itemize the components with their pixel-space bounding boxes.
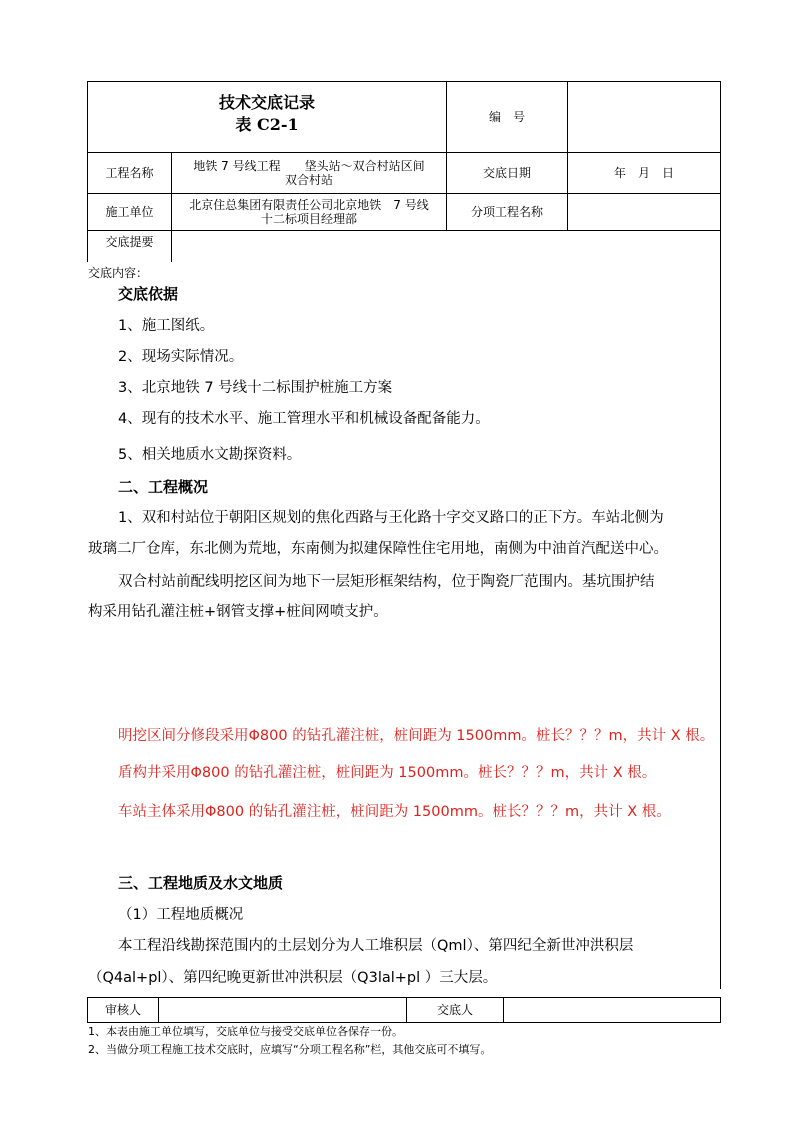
number-value[interactable]: [568, 82, 720, 152]
date-value[interactable]: 年 月 日: [613, 166, 674, 180]
presenter-value[interactable]: [504, 998, 720, 1022]
footer-note: 2、当做分项工程施工技术交底时，应填写“分项工程名称”栏，其他交底可不填写。: [88, 1043, 492, 1056]
reviewer-value[interactable]: [159, 998, 406, 1022]
content-line: 明挖区间分修段采用Φ800 的钻孔灌注桩，桩间距为 1500mm。桩长？？？m，共计 X 根。: [118, 728, 715, 744]
content-line: 车站主体采用Φ800 的钻孔灌注桩，桩间距为 1500mm。桩长？？？m，共计 X 根。: [118, 804, 671, 820]
content-line: 交底依据: [118, 285, 179, 303]
number-label: 编 号: [488, 110, 525, 124]
subproject-value[interactable]: [568, 194, 720, 230]
presenter-label: 交底人: [436, 1003, 473, 1017]
content-line: 盾构井采用Φ800 的钻孔灌注桩，桩间距为 1500mm。桩长？？？m，共计 X 根。: [118, 765, 657, 781]
project-name-line1: 地铁 7 号线工程 垡头站～双合村站区间: [193, 159, 425, 173]
content-line: （1）工程地质概况: [118, 907, 244, 923]
content-line: 1、双和村站位于朝阳区规划的焦化西路与王化路十字交叉路口的正下方。车站北侧为: [118, 510, 664, 526]
content-line: 玻璃二厂仓库，东北侧为荒地，东南侧为拟建保障性住宅用地，南侧为中油首汽配送中心。: [88, 541, 668, 557]
content-line: （Q4al+pl）、第四纪晚更新世冲洪积层（Q3lal+pl ）三大层。: [88, 970, 498, 986]
content-line: 4、现有的技术水平、施工管理水平和机械设备配备能力。: [118, 411, 490, 427]
form-title-main: 技术交底记录: [218, 93, 315, 112]
content-line: 二、工程概况: [118, 478, 209, 496]
content-line: 1、施工图纸。: [118, 318, 215, 334]
footer-note: 1、本表由施工单位填写，交底单位与接受交底单位各保存一份。: [88, 1025, 403, 1038]
reviewer-label: 审核人: [104, 1003, 141, 1017]
subproject-label: 分项工程名称: [470, 205, 543, 219]
date-label: 交底日期: [482, 166, 531, 180]
summary-label: 交底提要: [105, 235, 154, 249]
content-line: 构采用钻孔灌注桩+钢管支撑+桩间网喷支护。: [88, 604, 388, 620]
content-line: 5、相关地质水文勘探资料。: [118, 447, 302, 463]
content-line: 3、北京地铁 7 号线十二标围护桩施工方案: [118, 380, 393, 396]
content-label: 交底内容：: [88, 266, 149, 280]
content-line: 本工程沿线勘探范围内的土层划分为人工堆积层（Qml）、第四纪全新世冲洪积层: [118, 938, 634, 954]
project-name-label: 工程名称: [105, 166, 154, 180]
construction-unit-line1: 北京住总集团有限责任公司北京地铁 7 号线: [189, 198, 429, 212]
project-name-line2: 双合村站: [284, 173, 333, 187]
construction-unit-label: 施工单位: [105, 205, 154, 219]
form-title-code: 表 C2-1: [235, 115, 299, 134]
construction-unit-line2: 十二标项目经理部: [260, 212, 357, 226]
content-line: 三、工程地质及水文地质: [118, 874, 284, 892]
form-title: [88, 92, 446, 136]
construction-unit-value[interactable]: [172, 194, 446, 230]
content-line: 2、现场实际情况。: [118, 349, 244, 365]
content-line: 双合村站前配线明挖区间为地下一层矩形框架结构，位于陶瓷厂范围内。基坑围护结: [118, 574, 655, 590]
project-name-value[interactable]: [172, 153, 446, 193]
